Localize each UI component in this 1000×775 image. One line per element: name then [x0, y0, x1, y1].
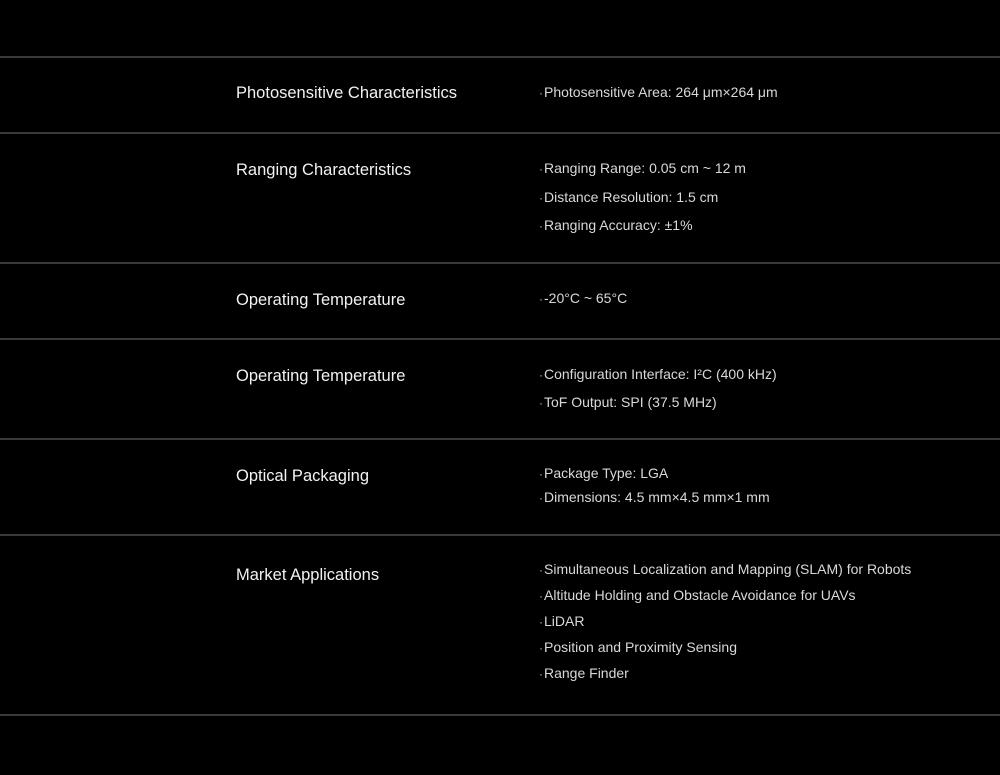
spec-item: · Dimensions: 4.5 mm×4.5 mm×1 mm — [539, 489, 770, 505]
row-divider — [0, 56, 1000, 58]
bullet-icon: · — [539, 641, 543, 655]
spec-items-operating-temperature — [538, 290, 627, 308]
bullet-icon: · — [539, 491, 543, 505]
row-divider — [0, 132, 1000, 134]
spec-item: · Photosensitive Area: 264 μm×264 μm — [539, 84, 778, 100]
spec-item: · ToF Output: SPI (37.5 MHz) — [539, 393, 717, 410]
row-divider — [0, 438, 1000, 440]
spec-title-optical-packaging: Optical Packaging — [236, 467, 369, 485]
spec-item: · Distance Resolution: 1.5 cm — [539, 188, 719, 205]
spec-items-ranging — [538, 160, 746, 246]
spec-items-interface — [538, 366, 777, 421]
spec-item: · Package Type: LGA — [539, 465, 669, 481]
bullet-icon: · — [539, 292, 543, 306]
spec-title-photosensitive: Photosensitive Characteristics — [236, 84, 458, 102]
bullet-icon: · — [539, 190, 543, 205]
spec-title-market-applications: Market Applications — [236, 566, 380, 584]
bullet-icon: · — [539, 563, 543, 577]
bullet-icon: · — [539, 667, 543, 681]
spec-item: · Simultaneous Localization and Mapping (SLAM) for Robots — [539, 561, 912, 577]
spec-item: · Ranging Range: 0.05 cm ~ 12 m — [539, 160, 746, 176]
bullet-icon: · — [539, 162, 543, 176]
spec-item: · LiDAR — [539, 613, 585, 629]
spec-title-interface: Operating Temperature — [236, 367, 406, 385]
spec-item: · -20°C ~ 65°C — [539, 290, 628, 306]
bullet-icon: · — [539, 589, 543, 603]
spec-items-optical-packaging — [538, 465, 770, 513]
bullet-icon: · — [539, 219, 543, 233]
row-divider — [0, 714, 1000, 716]
spec-item: · Configuration Interface: I²C (400 kHz) — [539, 366, 777, 382]
row-divider — [0, 338, 1000, 340]
bullet-icon: · — [539, 615, 543, 629]
spec-item: · Altitude Holding and Obstacle Avoidance for UAVs — [539, 587, 856, 603]
bullet-icon: · — [539, 467, 543, 481]
bullet-icon: · — [539, 86, 543, 100]
spec-items-market-applications — [538, 561, 911, 691]
spec-item: · Ranging Accuracy: ±1% — [539, 217, 693, 233]
spec-title-operating-temperature: Operating Temperature — [236, 291, 406, 309]
row-divider — [0, 262, 1000, 264]
spec-title-ranging: Ranging Characteristics — [236, 161, 412, 179]
spec-items-photosensitive — [538, 84, 778, 102]
bullet-icon: · — [539, 395, 543, 410]
bullet-icon: · — [539, 368, 543, 382]
row-divider — [0, 534, 1000, 536]
spec-item: · Position and Proximity Sensing — [539, 639, 737, 655]
spec-item: · Range Finder — [539, 665, 629, 681]
